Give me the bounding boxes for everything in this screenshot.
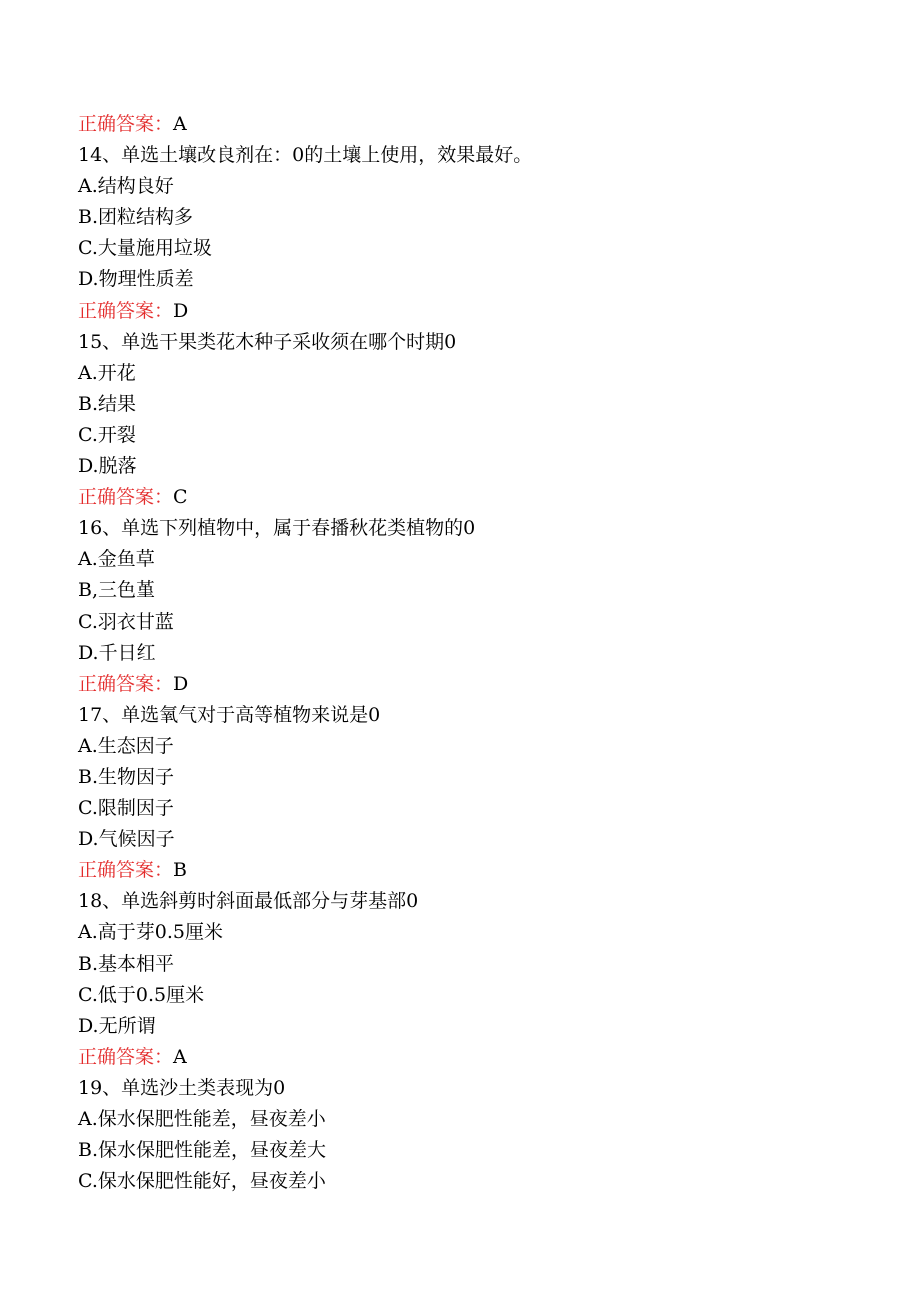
option-c: C.低于0.5厘米 bbox=[78, 983, 205, 1006]
answer-value: D bbox=[173, 299, 189, 322]
option-a: A.结构良好 bbox=[78, 175, 174, 198]
answer-label: 正确答案： bbox=[78, 672, 174, 695]
question-block bbox=[78, 327, 878, 514]
answer-value: A bbox=[173, 1045, 187, 1068]
answer-line bbox=[78, 855, 878, 886]
option-d: D.千日红 bbox=[78, 641, 156, 664]
option-c: C.开裂 bbox=[78, 423, 136, 446]
option-b: B,三色堇 bbox=[78, 579, 156, 602]
answer-value: C bbox=[173, 486, 188, 509]
option-b: B.生物因子 bbox=[78, 765, 175, 788]
option-a: A.开花 bbox=[78, 361, 136, 384]
question-block bbox=[78, 886, 878, 1073]
option-a: A.保水保肥性能差，昼夜差小 bbox=[78, 1108, 326, 1130]
option-b: B.团粒结构多 bbox=[78, 206, 194, 229]
question-block bbox=[78, 700, 878, 887]
answer-line bbox=[78, 296, 878, 327]
option-b: B.保水保肥性能差，昼夜差大 bbox=[78, 1139, 327, 1162]
option-d: D.气候因子 bbox=[78, 828, 175, 851]
question-title: 16、单选下列植物中，属于春播秋花类植物的0 bbox=[78, 517, 476, 540]
answer-line bbox=[78, 1042, 878, 1073]
answer-value: D bbox=[173, 672, 189, 695]
option-a: A.高于芽0.5厘米 bbox=[78, 921, 223, 944]
answer-label: 正确答案： bbox=[78, 1045, 174, 1068]
question-title: 19、单选沙土类表现为0 bbox=[78, 1076, 286, 1099]
option-d: D.脱落 bbox=[78, 455, 137, 478]
option-c: C.限制因子 bbox=[78, 797, 174, 820]
answer-label: 正确答案： bbox=[78, 486, 174, 509]
answer-value: A bbox=[173, 113, 187, 135]
answer-line bbox=[78, 669, 878, 700]
question-block bbox=[78, 140, 878, 327]
question-title: 18、单选斜剪时斜面最低部分与芽基部0 bbox=[78, 890, 419, 913]
document-page bbox=[78, 109, 878, 1197]
option-c: C.大量施用垃圾 bbox=[78, 237, 212, 260]
question-title: 17、单选氧气对于高等植物来说是0 bbox=[78, 703, 381, 726]
answer-line bbox=[78, 482, 878, 513]
question-title: 15、单选干果类花木种子采收须在哪个时期0 bbox=[78, 330, 457, 353]
option-a: A.金鱼草 bbox=[78, 548, 155, 571]
option-b: B.结果 bbox=[78, 392, 137, 415]
answer-label: 正确答案： bbox=[78, 299, 174, 322]
answer-label: 正确答案： bbox=[78, 113, 174, 135]
answer-line bbox=[78, 109, 878, 140]
option-c: C.保水保肥性能好，昼夜差小 bbox=[78, 1170, 326, 1193]
option-d: D.无所谓 bbox=[78, 1014, 156, 1037]
option-c: C.羽衣甘蓝 bbox=[78, 610, 174, 633]
answer-label: 正确答案： bbox=[78, 859, 174, 882]
option-a: A.生态因子 bbox=[78, 734, 174, 757]
option-b: B.基本相平 bbox=[78, 952, 175, 975]
question-block bbox=[78, 1073, 878, 1197]
question-title: 14、单选土壤改良剂在：0的土壤上使用，效果最好。 bbox=[78, 144, 533, 167]
question-block bbox=[78, 513, 878, 700]
answer-value: B bbox=[173, 859, 187, 882]
option-d: D.物理性质差 bbox=[78, 268, 194, 291]
